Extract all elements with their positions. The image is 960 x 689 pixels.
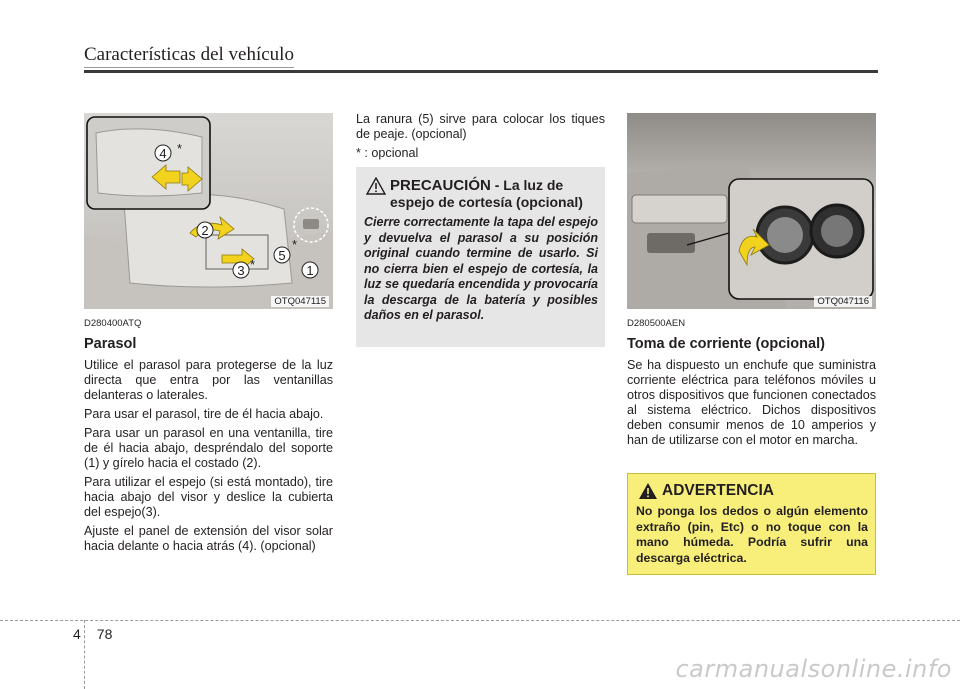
watermark: carmanualsonline.info <box>675 655 952 683</box>
svg-text:2: 2 <box>201 223 209 238</box>
middle-column <box>356 112 605 165</box>
footnote: * : opcional <box>356 146 419 160</box>
figure-code: OTQ047116 <box>814 296 872 307</box>
svg-text:*: * <box>250 257 256 272</box>
figure-code: OTQ047115 <box>271 296 329 307</box>
section-code: D280500AEN <box>627 318 686 329</box>
callout-1 <box>302 262 318 278</box>
warning-triangle-icon <box>638 482 658 500</box>
footer-rule <box>0 620 960 621</box>
warning-body: No ponga los dedos o algún elemento extraño (pin, Etc) o no toque con la mano húmeda. Podría sufrir una descarga eléctrica. <box>636 504 868 565</box>
page-number-value: 78 <box>96 626 113 642</box>
caution-body: Cierre correctamente la tapa del espejo y devuelva el parasol a su posición original cuando termine de usarlo. Si no cierra bien el espejo de cortesía, la luz se quedaría encendida y provocaría la descarga de la batería y posibles daños en el parasol. <box>364 215 598 322</box>
section-title-power-outlet: Toma de corriente (opcional) <box>627 336 825 352</box>
page-number <box>73 626 112 642</box>
header-rule <box>84 70 878 73</box>
svg-text:*: * <box>177 141 183 156</box>
right-column <box>627 316 876 452</box>
svg-text:1: 1 <box>306 263 314 278</box>
left-column <box>84 316 333 558</box>
header-rule-accent <box>84 67 294 68</box>
sun-visor-illustration <box>84 113 333 309</box>
svg-text:*: * <box>292 237 298 252</box>
caution-heading <box>390 177 583 211</box>
caution-subtitle-line2: espejo de cortesía (opcional) <box>390 194 583 210</box>
caution-box <box>356 167 605 347</box>
warning-box <box>627 473 876 575</box>
page-header-title: Características del vehículo <box>84 44 294 65</box>
power-outlet-figure <box>627 113 876 309</box>
paragraph: Utilice el parasol para protegerse de la luz directa que entra por las ventanillas delanteras o laterales. <box>84 358 333 402</box>
warning-title: ADVERTENCIA <box>662 482 774 499</box>
paragraph: La ranura (5) sirve para colocar los tiques de peaje. (opcional) <box>356 112 605 141</box>
section-code: D280400ATQ <box>84 318 142 329</box>
paragraph: Se ha dispuesto un enchufe que suministra corriente eléctrica para teléfonos móviles u otros dispositivos que funcionen conectados al sistema eléctrico. Dichos dispositivos deben consumir menos de 10 amperios y han de utilizarse con el motor en marcha. <box>627 358 876 447</box>
caution-triangle-icon <box>366 177 386 195</box>
sun-visor-figure <box>84 113 333 309</box>
svg-text:5: 5 <box>278 248 286 263</box>
power-outlet-illustration <box>627 113 876 309</box>
caution-subtitle: - La luz de <box>490 177 564 193</box>
paragraph: Para usar el parasol, tire de él hacia abajo. <box>84 407 324 421</box>
paragraph: Para usar un parasol en una ventanilla, tire de él hacia abajo, despréndalo del soporte (1) y gírelo hacia el costado (2). <box>84 426 333 470</box>
svg-text:4: 4 <box>159 146 167 161</box>
paragraph: Ajuste el panel de extensión del visor solar hacia delante o hacia atrás (4). (opcional) <box>84 524 333 553</box>
callout-2 <box>197 222 213 238</box>
caution-title: PRECAUCIÓN <box>390 177 491 194</box>
paragraph: Para utilizar el espejo (si está montado), tire hacia abajo del visor y deslice la cubierta del espejo(3). <box>84 475 333 519</box>
section-title-parasol: Parasol <box>84 336 137 352</box>
svg-text:3: 3 <box>237 263 245 278</box>
chapter-number: 4 <box>73 626 81 642</box>
